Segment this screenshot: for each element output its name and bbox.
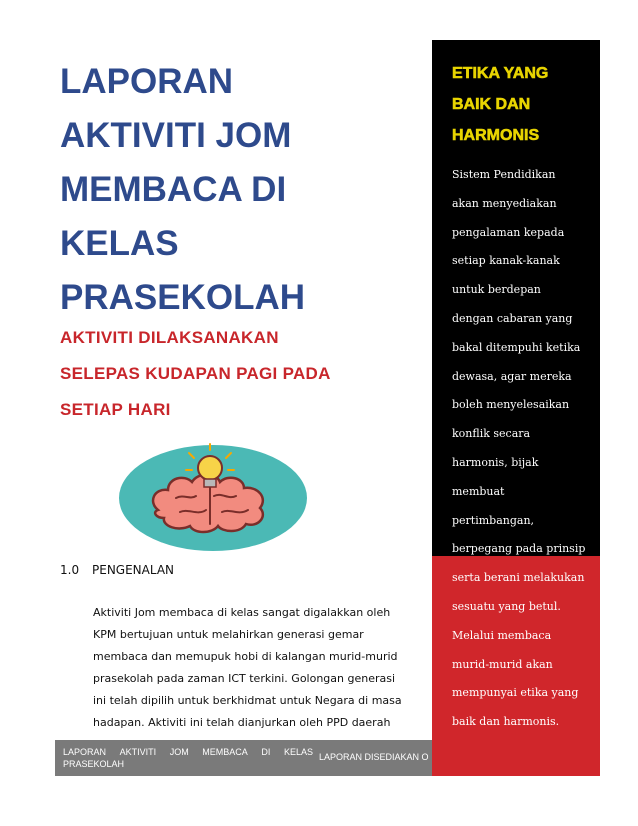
body-line: prasekolah pada zaman ICT terkini. Golongan generasi bbox=[93, 672, 396, 685]
footer-word: DI bbox=[261, 747, 271, 757]
sidebar-line: murid-murid akan bbox=[452, 657, 553, 671]
sidebar-line: pengalaman kepada bbox=[452, 225, 565, 239]
sidebar-title bbox=[452, 58, 597, 151]
sidebar-line: berpegang pada prinsip bbox=[452, 542, 586, 556]
footer-word: JOM bbox=[169, 747, 189, 757]
footer-word: LAPORAN bbox=[63, 747, 107, 757]
body-line: membaca dan memupuk hobi di kalangan murid-murid bbox=[93, 650, 398, 663]
subtitle-line: SELEPAS KUDAPAN PAGI PADA bbox=[60, 364, 331, 383]
sidebar-line: bakal ditempuhi ketika bbox=[452, 340, 581, 354]
body-line: ini telah dipilih untuk berkhidmat untuk Negara di masa bbox=[93, 694, 402, 707]
footer-word: AKTIVITI bbox=[119, 747, 157, 757]
subtitle-line: SETIAP HARI bbox=[60, 400, 171, 419]
sidebar-line: Sistem Pendidikan bbox=[452, 168, 556, 181]
document-subtitle bbox=[60, 320, 430, 428]
footer-word: MEMBACA bbox=[202, 747, 248, 757]
sidebar-title-line: ETIKA YANG bbox=[452, 65, 549, 82]
sidebar-line: Melalui membaca bbox=[452, 628, 552, 642]
footer-title-line2: PRASEKOLAH bbox=[63, 759, 125, 769]
sidebar-line: untuk berdepan bbox=[452, 283, 541, 297]
section-number: 1.0 bbox=[60, 563, 80, 577]
sidebar-line: akan menyediakan bbox=[452, 196, 557, 210]
sidebar-line: pertimbangan, bbox=[452, 513, 535, 527]
page-footer bbox=[55, 740, 435, 776]
title-line: AKTIVITI JOM bbox=[60, 116, 292, 155]
sidebar-body bbox=[452, 161, 597, 737]
title-line: PRASEKOLAH bbox=[60, 278, 306, 317]
sidebar-line: serta berani melakukan bbox=[452, 571, 585, 585]
section-body bbox=[93, 602, 423, 734]
subtitle-line: AKTIVITI DILAKSANAKAN bbox=[60, 328, 279, 347]
sidebar-line: konflik secara bbox=[452, 427, 531, 441]
sidebar-line: membuat bbox=[452, 484, 505, 498]
title-line: MEMBACA DI bbox=[60, 170, 287, 209]
footer-prepared-by: LAPORAN DISEDIAKAN O bbox=[319, 752, 429, 762]
section-title: PENGENALAN bbox=[92, 563, 175, 577]
body-line: hadapan. Aktiviti ini telah dianjurkan oleh PPD daerah bbox=[93, 716, 391, 729]
sidebar-title-line: BAIK DAN bbox=[452, 96, 531, 113]
sidebar-line: dengan cabaran yang bbox=[452, 311, 573, 325]
sidebar-line: dewasa, agar mereka bbox=[452, 369, 572, 383]
body-line: KPM bertujuan untuk melahirkan generasi gemar bbox=[93, 628, 364, 641]
brain-lightbulb-icon bbox=[118, 440, 308, 552]
sidebar-line: boleh menyelesaikan bbox=[452, 398, 570, 412]
body-line: Aktiviti Jom membaca di kelas sangat digalakkan oleh bbox=[93, 606, 391, 619]
sidebar-line: setiap kanak-kanak bbox=[452, 254, 560, 268]
document-title bbox=[60, 55, 420, 325]
sidebar-line: harmonis, bijak bbox=[452, 455, 539, 469]
title-line: KELAS bbox=[60, 224, 179, 263]
sidebar-line: mempunyai etika yang bbox=[452, 686, 579, 700]
sidebar-panel bbox=[432, 40, 600, 776]
sidebar-title-line: HARMONIS bbox=[452, 127, 540, 144]
sidebar-line: baik dan harmonis. bbox=[452, 715, 560, 729]
footer-word: KELAS bbox=[283, 747, 313, 757]
title-line: LAPORAN bbox=[60, 62, 234, 101]
footer-document-title bbox=[63, 746, 313, 770]
sidebar-line: sesuatu yang betul. bbox=[452, 599, 561, 613]
